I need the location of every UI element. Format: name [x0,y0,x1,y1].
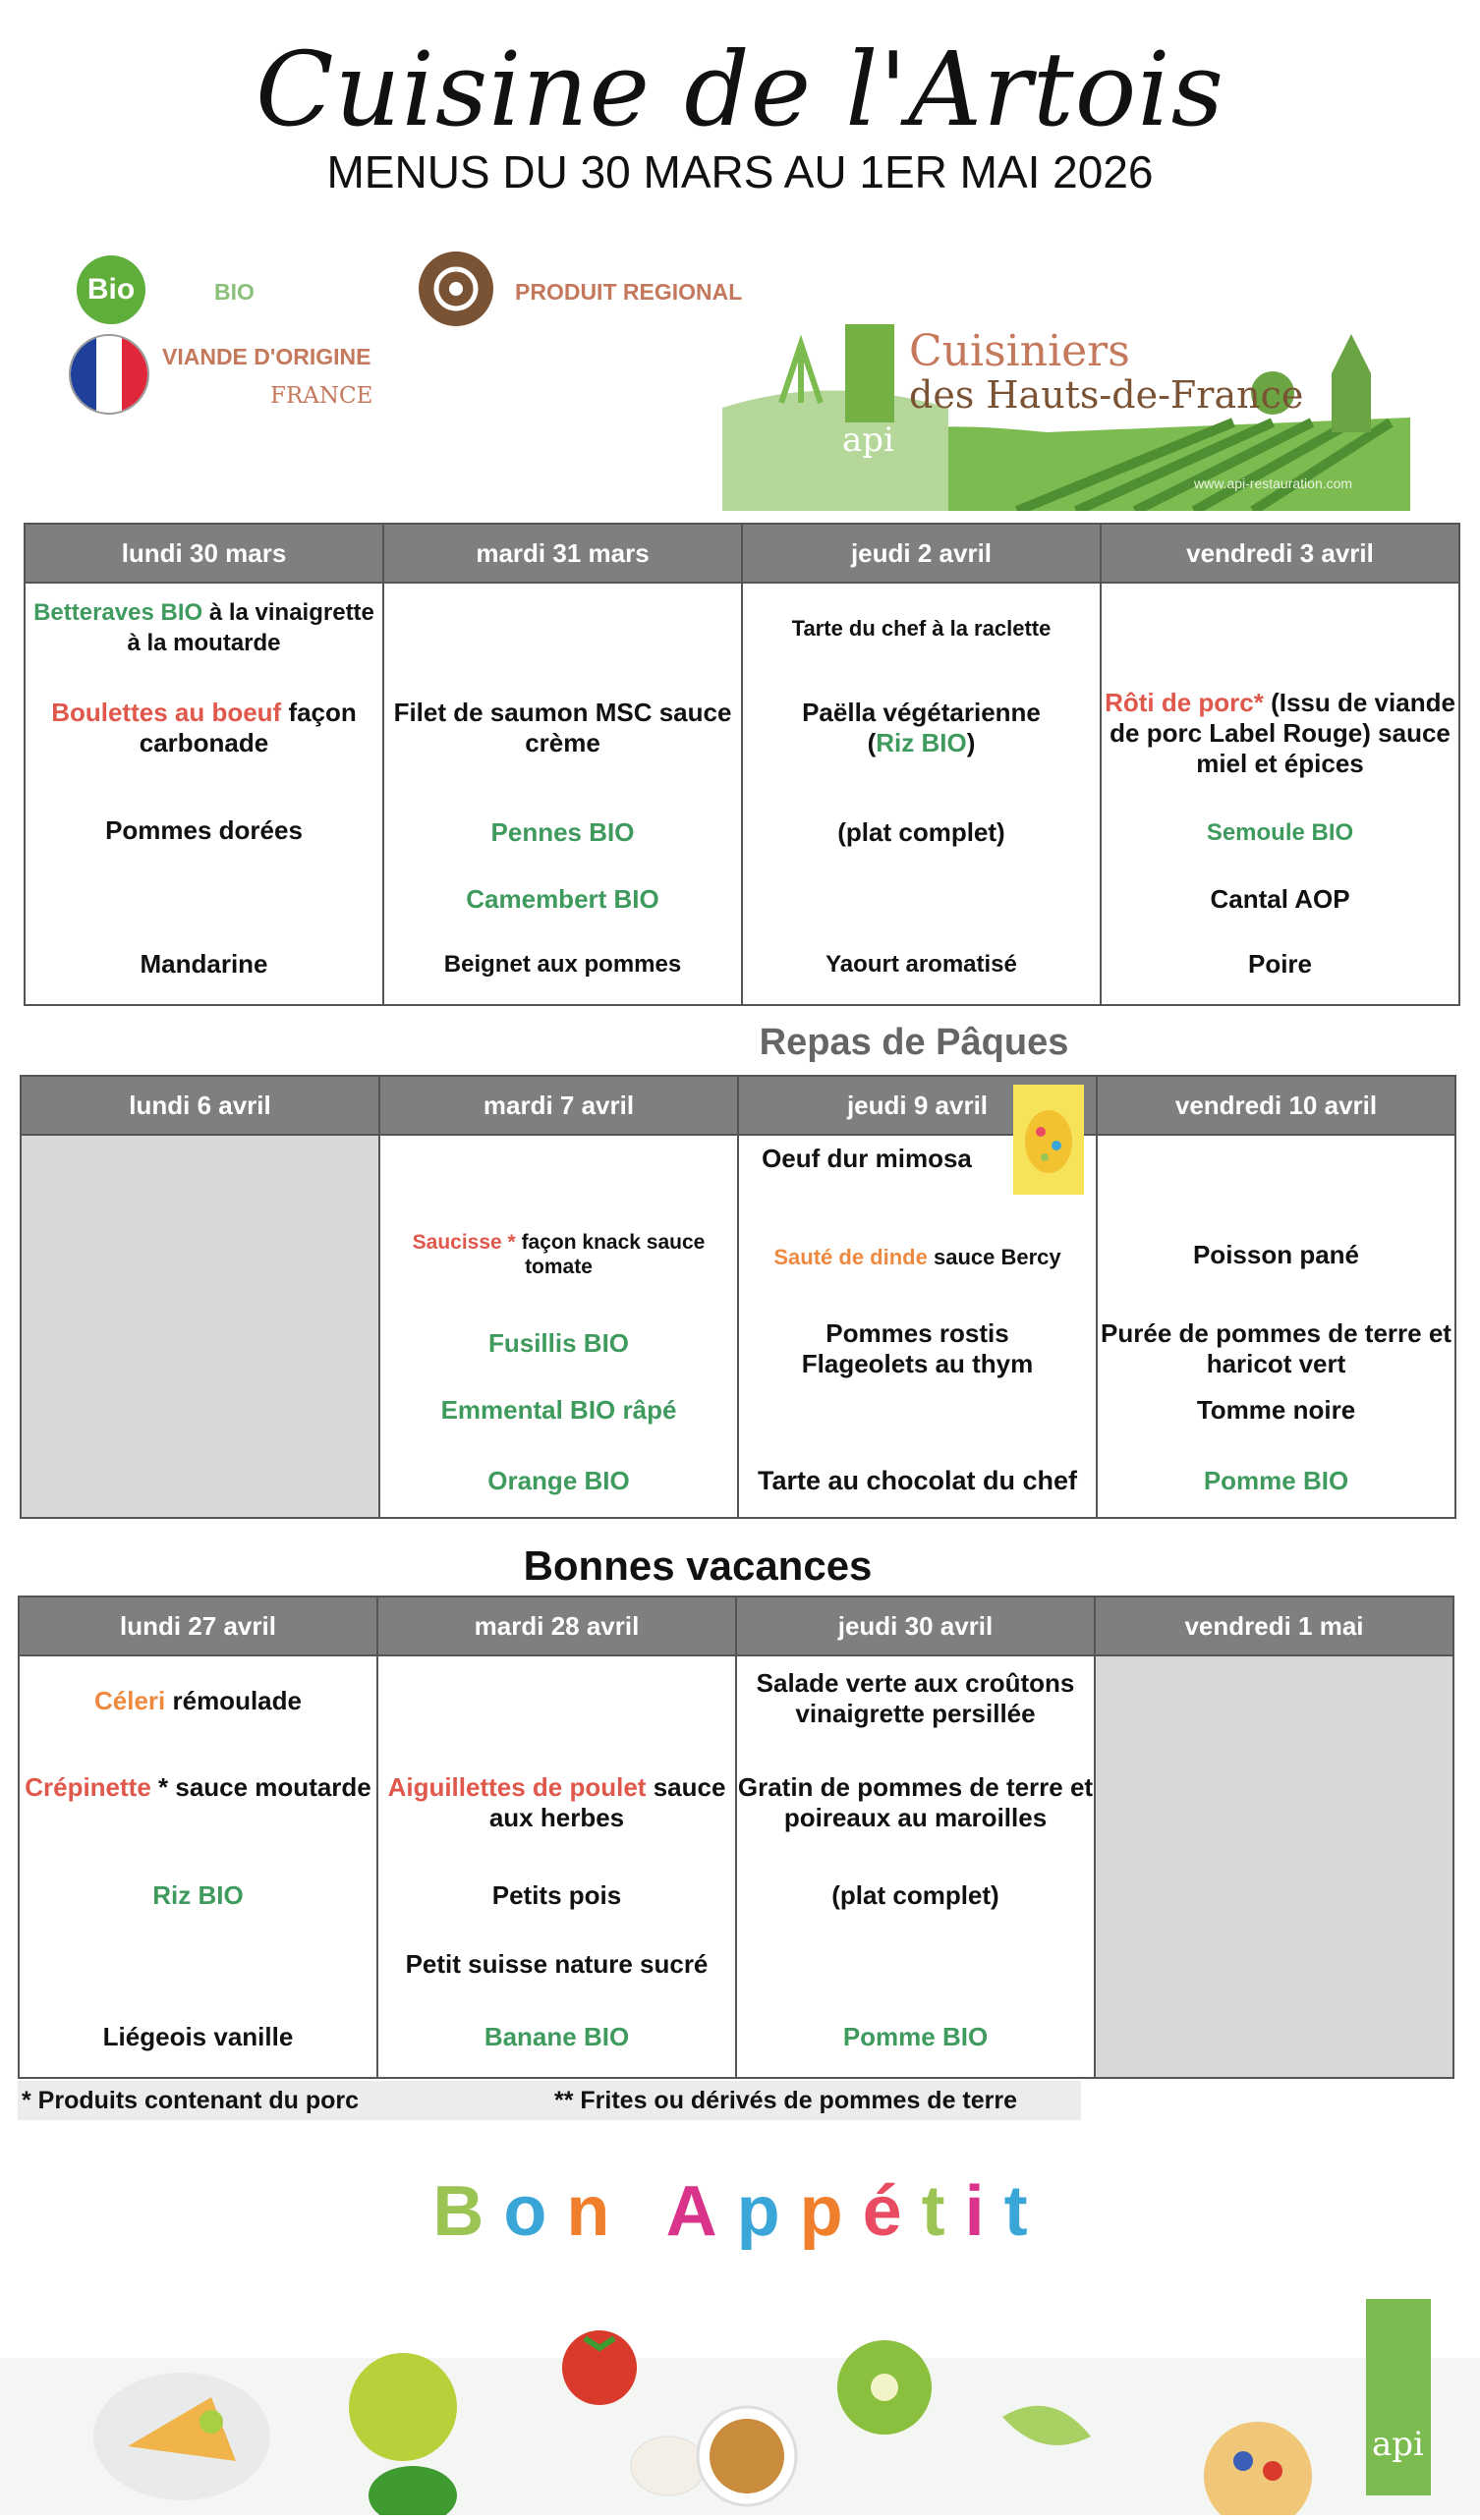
teacup-icon [698,2407,796,2505]
menu-table-week1 [24,523,1460,1006]
day-header: vendredi 1 mai [1095,1596,1453,1655]
dish-note: (plat complet) [831,1880,999,1910]
dish-side: Petits pois [491,1880,622,1910]
dish-cheese: Emmental BIO râpé [440,1395,677,1425]
dish-dessert: Yaourt aromatisé [825,951,1017,978]
tomato-icon [562,2330,637,2405]
dish-dessert: Beignet aux pommes [443,951,682,978]
dish-dessert: Mandarine [140,949,268,979]
kiwi-icon [837,2340,932,2435]
dish-cheese: Camembert BIO [466,884,659,914]
dish-main: Gratin de pommes de terre et poireaux au maroilles [737,1772,1094,1832]
appetit-letter: i [964,2172,1004,2251]
legend-bio: BIO [214,279,255,305]
menu-cell-thu-30 [736,1655,1095,2078]
dish-cheese: Cantal AOP [1210,884,1350,914]
logo-url: www.api-restauration.com [1194,476,1353,491]
footnote-pork: * Produits contenant du porc [22,2087,360,2114]
appetit-letter: p [736,2172,800,2251]
menu-cell-fri-10 [1097,1135,1455,1518]
day-header: lundi 30 mars [25,524,383,583]
appetit-letter: n [566,2172,630,2251]
section-heading-holidays: Bonnes vacances [523,1542,873,1589]
appetit-letter: p [799,2172,863,2251]
dish-note: (plat complet) [837,817,1005,847]
appetit-letter: t [921,2172,965,2251]
day-header: mardi 28 avril [377,1596,736,1655]
dish-main: Sauté de dinde sauce Bercy [773,1245,1061,1269]
logo-brand-line1: Cuisiniers [909,326,1130,376]
dish-dessert: Pomme BIO [842,2022,989,2051]
dish-entree: Betteraves BIO à la vinaigrette à la moutarde [33,599,374,656]
dish-side: Purée de pommes de terre et haricot vert [1101,1318,1452,1378]
bio-badge-icon [77,255,145,324]
menu-cell-mon-6-empty [21,1135,379,1518]
dish-side: Riz BIO [152,1880,244,1910]
legend-origin-line1: VIANDE D'ORIGINE [162,344,371,369]
legend-regional: PRODUIT REGIONAL [515,279,743,305]
menu-cell-fri-3 [1101,583,1459,1005]
dish-entree: Tarte du chef à la raclette [791,616,1052,641]
dish-side: Semoule BIO [1206,819,1354,846]
day-header: mardi 31 mars [383,524,742,583]
dish-side: Pommes dorées [105,815,303,845]
dish-side: Pennes BIO [490,817,635,847]
appetit-letter: A [665,2172,737,2251]
dish-dessert: Banane BIO [484,2022,630,2051]
appetit-letter: t [1003,2172,1048,2251]
lemon-icon [349,2353,457,2461]
footer-api-text: api [1372,2425,1424,2464]
bio-badge-text: Bio [86,273,136,306]
appetit-letter [629,2172,665,2251]
france-flag-icon [69,334,149,415]
footnote-fries: ** Frites ou dérivés de pommes de terre [554,2087,1018,2114]
api-logo [722,314,1410,511]
menu-cell-tue-28 [377,1655,736,2078]
day-header: vendredi 10 avril [1097,1076,1455,1135]
menu-cell-tue-31 [383,583,742,1005]
day-header: vendredi 3 avril [1101,524,1459,583]
dish-main: Filet de saumon MSC sauce crème [393,698,732,757]
dish-entree: Céleri rémoulade [94,1686,302,1715]
page-title: Cuisine de l'Artois [256,29,1224,149]
dish-side: Pommes rostis Flageolets au thym [801,1318,1034,1378]
dish-main: Poisson pané [1192,1240,1360,1269]
day-header: mardi 7 avril [379,1076,738,1135]
food-illustration-strip [0,2299,1480,2515]
menu-cell-mon-30 [25,583,383,1005]
day-header: lundi 6 avril [21,1076,379,1135]
pie-icon [93,2373,270,2500]
api-badge-icon [1366,2299,1431,2495]
day-header: jeudi 2 avril [742,524,1101,583]
menu-cell-fri-1-empty [1095,1655,1453,2078]
dish-side: Fusillis BIO [487,1328,630,1358]
dish-entree: Salade verte aux croûtons vinaigrette persillée [756,1668,1075,1728]
appetit-letter: o [503,2172,567,2251]
logo-brand-line2: des Hauts-de-France [909,373,1304,417]
day-header: jeudi 9 avril [738,1076,1097,1135]
appetit-letter: é [862,2172,922,2251]
dish-entree: Oeuf dur mimosa [762,1144,972,1173]
regional-product-icon [419,252,493,326]
menu-period: MENUS DU 30 MARS AU 1ER MAI 2026 [326,146,1154,197]
menu-cell-thu-2 [742,583,1101,1005]
menu-table-week3 [18,1596,1454,2079]
bon-appetit-banner [0,2171,1480,2252]
dish-main: Rôti de porc* (Issu de viande de porc Label Rouge) sauce miel et épices [1105,688,1455,778]
dish-main: Saucisse * façon knack sauce tomate [412,1231,706,1278]
dish-cheese: Tomme noire [1196,1395,1356,1425]
legend-origin-line2: FRANCE [270,383,373,409]
easter-egg-icon [1013,1085,1084,1195]
dish-dessert: Liégeois vanille [102,2022,294,2051]
appetit-letter: B [432,2172,504,2251]
dish-dessert: Pomme BIO [1203,1466,1349,1495]
dish-dessert: Poire [1247,949,1313,979]
dish-dessert: Orange BIO [487,1466,630,1495]
dish-dessert: Tarte au chocolat du chef [757,1466,1078,1495]
garlic-icon [631,2436,706,2495]
menu-cell-mon-27 [19,1655,377,2078]
menu-table-week2 [20,1075,1456,1519]
dish-main: Crépinette * sauce moutarde [25,1772,371,1802]
logo-api-text: api [842,420,894,460]
section-heading-easter: Repas de Pâques [759,1022,1069,1063]
dish-main: Paëlla végétarienne (Riz BIO) [802,698,1041,757]
day-header: jeudi 30 avril [736,1596,1095,1655]
dish-main: Boulettes au boeuf façon carbonade [51,698,357,757]
day-header: lundi 27 avril [19,1596,377,1655]
menu-cell-tue-7 [379,1135,738,1518]
dish-main: Aiguillettes de poulet sauce aux herbes [387,1772,726,1832]
dish-dairy: Petit suisse nature sucré [405,1949,709,1979]
menu-cell-thu-9 [738,1135,1097,1518]
